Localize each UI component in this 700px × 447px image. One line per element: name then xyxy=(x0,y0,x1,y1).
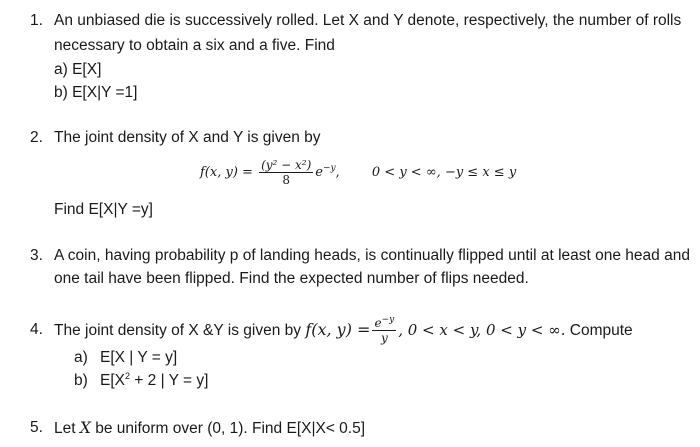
q3-line1: A coin, having probability p of landing heads, is continually flipped until at least one head and xyxy=(54,247,690,264)
q4-formula-num-power: −y xyxy=(381,315,395,326)
q1-line2: necessary to obtain a six and a five. Find xyxy=(54,37,335,54)
q2-formula-denominator: 8 xyxy=(282,173,290,187)
q4-formula-num-base: e xyxy=(374,316,382,331)
q4-part-a-text: E[X | Y = y] xyxy=(100,349,178,366)
q4-text-post: Compute xyxy=(569,322,633,339)
q5-var: X xyxy=(79,419,91,437)
q4-formula-fraction xyxy=(372,316,396,345)
q1-part-a: a) E[X] xyxy=(54,61,102,78)
q4-number: 4. xyxy=(30,321,43,338)
q5-text-pre: Let xyxy=(54,420,76,437)
q4-line1 xyxy=(54,314,633,347)
q4-formula-domain: , 0 < x < y, 0 < y < ∞. xyxy=(398,321,566,339)
q2-formula-fraction xyxy=(259,158,313,187)
q4-part-a-label: a) xyxy=(74,349,88,366)
q1-line1: An unbiased die is successively rolled. Let X and Y denote, respectively, the number of rolls xyxy=(54,12,682,29)
q2-number: 2. xyxy=(30,129,43,146)
q2-formula-numerator: (y² − x²) xyxy=(261,158,312,172)
q5-line xyxy=(54,419,365,438)
q2-formula-comma: , xyxy=(335,165,340,180)
q4-formula-numerator xyxy=(372,316,396,331)
q2-formula xyxy=(200,158,516,187)
q4-part-b-text xyxy=(100,372,208,390)
q5-number: 5. xyxy=(30,419,43,436)
q4-part-b-sup: 2 xyxy=(124,370,130,381)
q2-formula-domain: 0 < y < ∞, −y ≤ x ≤ y xyxy=(371,165,517,180)
q1-part-b: b) E[X|Y =1] xyxy=(54,84,138,101)
q3-number: 3. xyxy=(30,247,43,264)
q4-part-b-pre: E[X xyxy=(100,372,125,389)
q2-formula-exp-base: e xyxy=(315,165,323,180)
q2-formula-exp-power: −y xyxy=(322,163,336,174)
q4-formula-lhs: f(x, y) = xyxy=(305,320,371,339)
q3-line2: one tail have been flipped. Find the expected number of flips needed. xyxy=(54,270,529,287)
q2-line1: The joint density of X and Y is given by xyxy=(54,129,321,146)
q4-part-b-label: b) xyxy=(74,372,88,389)
q4-text-pre: The joint density of X &Y is given by xyxy=(54,322,301,339)
q2-formula-lhs: f(x, y) = xyxy=(200,165,253,180)
q2-find: Find E[X|Y =y] xyxy=(54,201,153,218)
q4-formula-denominator: y xyxy=(380,331,388,346)
q1-number: 1. xyxy=(30,12,43,29)
q5-text-post: be uniform over (0, 1). Find E[X|X< 0.5] xyxy=(95,420,366,437)
q4-part-b-post: + 2 | Y = y] xyxy=(130,372,209,389)
